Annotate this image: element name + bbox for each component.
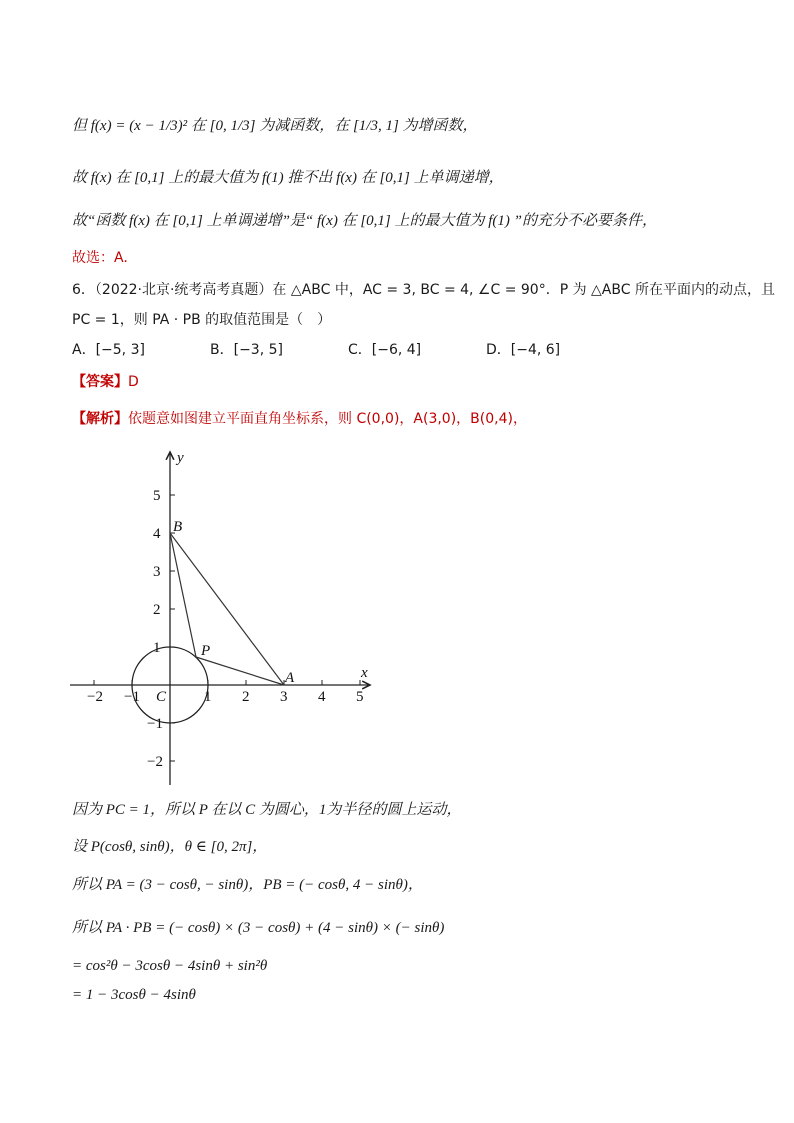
segment-pa <box>196 657 284 685</box>
prev-solution-line-2: 故 f(x) 在 [0,1] 上的最大值为 f(1) 推不出 f(x) 在 [0,1] 上单调递增， <box>72 170 504 186</box>
segment-bp <box>170 533 196 657</box>
prev-solution-choice: 故选：A. <box>72 250 128 266</box>
answer-line <box>72 372 139 392</box>
coordinate-figure <box>60 445 380 790</box>
x-tick-label: 4 <box>318 689 326 705</box>
solution-line-6: = 1 − 3cosθ − 4sinθ <box>72 987 196 1003</box>
y-tick-label: 3 <box>153 564 161 580</box>
option-d: D．[−4, 6] <box>486 342 561 358</box>
x-axis-label: x <box>361 665 368 681</box>
segment-ab <box>170 533 284 685</box>
solution-line-3: 所以 PA = (3 − cosθ, − sinθ)，PB = (− cosθ, 4 − sinθ)， <box>72 877 423 893</box>
y-axis-label: y <box>177 450 184 466</box>
analysis-tag: 【解析】 <box>72 411 128 427</box>
solution-line-2: 设 P(cosθ, sinθ)，θ ∈ [0, 2π]， <box>72 839 268 855</box>
prev-solution-line-3: 故“函数 f(x) 在 [0,1] 上单调递增”是“ f(x) 在 [0,1] 上的最大值为 f(1) ”的充分不必要条件， <box>72 213 658 229</box>
y-tick-label: −1 <box>147 716 163 732</box>
x-tick-label: 1 <box>204 689 212 705</box>
x-tick-label: 5 <box>356 689 364 705</box>
x-tick-label: 2 <box>242 689 250 705</box>
option-c: C．[−6, 4] <box>348 342 422 358</box>
question-stem-line-1: 6．（2022·北京·统考高考真题）在 △ABC 中，AC = 3, BC = 4, ∠C = 90°．P 为 △ABC 所在平面内的动点，且 <box>72 282 775 298</box>
point-label-p: P <box>201 643 211 659</box>
answer-tag: 【答案】 <box>72 374 128 390</box>
y-tick-label: 5 <box>153 488 161 504</box>
question-stem-line-2: PC = 1，则 PA · PB 的取值范围是（ ） <box>72 312 332 328</box>
x-tick-label: 3 <box>280 689 288 705</box>
solution-line-4: 所以 PA · PB = (− cosθ) × (3 − cosθ) + (4 − sinθ) × (− sinθ) <box>72 920 445 936</box>
solution-line-5: = cos²θ − 3cosθ − 4sinθ + sin²θ <box>72 958 268 974</box>
question-options <box>72 340 624 360</box>
option-b: B．[−3, 5] <box>210 342 283 358</box>
x-tick-label: −1 <box>124 689 140 705</box>
prev-solution-line-1: 但 f(x) = (x − 1/3)² 在 [0, 1/3] 为减函数，在 [1/3, 1] 为增函数， <box>72 118 478 134</box>
y-tick-label: 1 <box>153 640 161 656</box>
analysis-line <box>72 409 527 429</box>
solution-line-1: 因为 PC = 1，所以 P 在以 C 为圆心，1为半径的圆上运动， <box>72 802 462 818</box>
point-label-c: C <box>156 689 167 705</box>
analysis-text: 依题意如图建立平面直角坐标系，则 C(0,0)，A(3,0)，B(0,4)， <box>128 411 527 427</box>
y-tick-label: 2 <box>153 602 161 618</box>
answer-value: D <box>128 374 139 390</box>
y-tick-label: 4 <box>153 526 161 542</box>
option-a: A．[−5, 3] <box>72 342 145 358</box>
x-tick-label: −2 <box>87 689 103 705</box>
point-label-a: A <box>285 670 295 686</box>
point-label-b: B <box>173 519 183 535</box>
y-tick-label: −2 <box>147 754 163 770</box>
